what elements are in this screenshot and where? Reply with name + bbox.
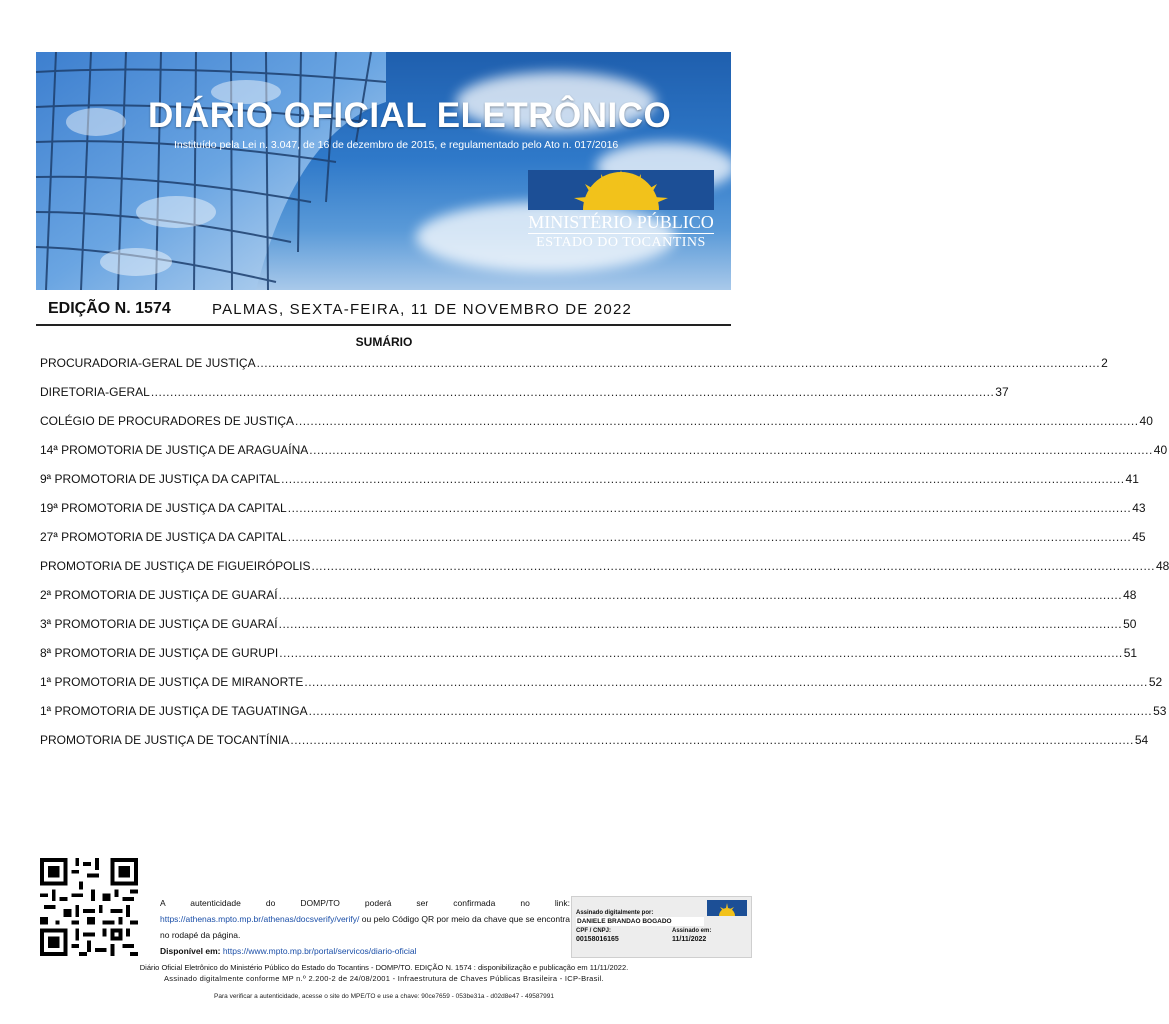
toc-entry[interactable] — [40, 472, 1139, 501]
toc-leader-dots: ............................................................................................................................................................................................................................ — [309, 443, 1153, 457]
toc-entry-label: PROMOTORIA DE JUSTIÇA DE FIGUEIRÓPOLIS — [40, 559, 311, 573]
toc-entry[interactable] — [40, 704, 1167, 733]
table-of-contents — [40, 356, 1169, 762]
toc-entry-page: 43 — [1132, 501, 1146, 515]
toc-entry[interactable] — [40, 501, 1146, 530]
authenticity-text-after: ou pelo Código QR por meio da chave que se encontra no rodapé da página. — [160, 914, 570, 940]
edition-bar — [36, 298, 731, 326]
toc-entry-label: 19ª PROMOTORIA DE JUSTIÇA DA CAPITAL — [40, 501, 287, 515]
header-banner — [36, 52, 731, 290]
mini-logo — [707, 900, 747, 916]
toc-leader-dots: ............................................................................................................................................................................................................................ — [287, 501, 1132, 515]
edition-dateline: PALMAS, SEXTA-FEIRA, 11 DE NOVEMBRO DE 2022 — [212, 301, 633, 318]
toc-leader-dots: ............................................................................................................................................................................................................................ — [278, 617, 1123, 631]
toc-entry-page: 2 — [1101, 356, 1108, 370]
toc-leader-dots: ............................................................................................................................................................................................................................ — [279, 646, 1123, 660]
authenticity-notice — [160, 895, 570, 959]
toc-entry-label: 2ª PROMOTORIA DE JUSTIÇA DE GUARAÍ — [40, 588, 278, 602]
toc-entry-label: 9ª PROMOTORIA DE JUSTIÇA DA CAPITAL — [40, 472, 281, 486]
cpf-label: CPF / CNPJ: — [576, 928, 612, 934]
footer-publication: Diário Oficial Eletrônico do Ministério Público do Estado do Tocantins - DOMP/TO. EDIÇÃO N. 1574 : disponibilização e publicação em 11/11/2022. — [139, 963, 629, 972]
toc-entry-page: 41 — [1125, 472, 1139, 486]
toc-entry-label: 27ª PROMOTORIA DE JUSTIÇA DA CAPITAL — [40, 530, 287, 544]
toc-entry[interactable] — [40, 356, 1108, 385]
toc-leader-dots: ............................................................................................................................................................................................................................ — [256, 356, 1101, 370]
toc-entry-label: PROCURADORIA-GERAL DE JUSTIÇA — [40, 356, 256, 370]
signed-by-label: Assinado digitalmente por: — [576, 910, 654, 916]
toc-entry-label: 3ª PROMOTORIA DE JUSTIÇA DE GUARAÍ — [40, 617, 278, 631]
toc-leader-dots: ............................................................................................................................................................................................................................ — [278, 588, 1123, 602]
summary-heading: SUMÁRIO — [355, 335, 413, 349]
toc-entry[interactable] — [40, 530, 1146, 559]
toc-entry-label: PROMOTORIA DE JUSTIÇA DE TOCANTÍNIA — [40, 733, 290, 747]
ministerio-publico-logo — [528, 170, 714, 250]
toc-entry[interactable] — [40, 617, 1137, 646]
toc-leader-dots: ............................................................................................................................................................................................................................ — [281, 472, 1125, 486]
signer-name: DANIELE BRANDAO BOGADO — [576, 917, 704, 926]
toc-entry-label: 1ª PROMOTORIA DE JUSTIÇA DE TAGUATINGA — [40, 704, 308, 718]
sun-icon — [707, 900, 747, 916]
toc-entry-label: COLÉGIO DE PROCURADORES DE JUSTIÇA — [40, 414, 295, 428]
edition-number: EDIÇÃO N. 1574 — [48, 300, 171, 317]
toc-entry-page: 54 — [1134, 733, 1149, 747]
toc-leader-dots: ............................................................................................................................................................................................................................ — [287, 530, 1132, 544]
toc-entry-page: 40 — [1139, 414, 1153, 428]
journal-subtitle: Instituído pela Lei n. 3.047, de 16 de dezembro de 2015, e regulamentado pelo Ato n. 017/2016 — [174, 139, 619, 151]
logo-state: ESTADO DO TOCANTINS — [528, 233, 714, 251]
verify-link[interactable]: https://athenas.mpto.mp.br/athenas/docsverify/verify/ — [160, 914, 360, 924]
toc-entry-page: 48 — [1123, 588, 1137, 602]
toc-entry-page: 40 — [1153, 443, 1168, 457]
toc-entry[interactable] — [40, 385, 1009, 414]
toc-entry-page: 50 — [1123, 617, 1137, 631]
toc-entry[interactable] — [40, 443, 1168, 472]
toc-entry[interactable] — [40, 646, 1138, 675]
footer-signature-note: Assinado digitalmente conforme MP n.º 2.200-2 de 24/08/2001 - Infraestrutura de Chaves Públicas Brasileira - ICP-Brasil. — [163, 974, 605, 983]
toc-leader-dots: ............................................................................................................................................................................................................................ — [290, 733, 1134, 747]
toc-entry-label: 8ª PROMOTORIA DE JUSTIÇA DE GURUPI — [40, 646, 279, 660]
toc-leader-dots: ............................................................................................................................................................................................................................ — [311, 559, 1155, 573]
footer-verification-key: Para verificar a autenticidade, acesse o site do MPE/TO e use a chave: 90ce7659 - 053be31a - d02d8e47 - 49587991 — [214, 993, 554, 1000]
toc-entry[interactable] — [40, 733, 1149, 762]
signed-on-value: 11/11/2022 — [672, 936, 707, 943]
toc-leader-dots: ............................................................................................................................................................................................................................ — [295, 414, 1139, 428]
qr-code — [40, 858, 138, 956]
toc-entry[interactable] — [40, 559, 1169, 588]
toc-entry-page: 53 — [1153, 704, 1167, 718]
toc-entry-page: 37 — [995, 385, 1009, 399]
toc-entry-page: 45 — [1132, 530, 1146, 544]
toc-entry[interactable] — [40, 414, 1153, 443]
toc-entry-page: 51 — [1123, 646, 1138, 660]
toc-entry[interactable] — [40, 675, 1163, 704]
toc-leader-dots: ............................................................................................................................................................................................................................ — [150, 385, 995, 399]
logo-name: MINISTÉRIO PÚBLICO — [528, 212, 714, 232]
diario-oficial-link[interactable]: https://www.mpto.mp.br/portal/servicos/diario-oficial — [222, 946, 417, 956]
cpf-value: 00158016165 — [576, 936, 619, 943]
toc-entry-label: 14ª PROMOTORIA DE JUSTIÇA DE ARAGUAÍNA — [40, 443, 309, 457]
toc-entry-page: 48 — [1155, 559, 1169, 573]
logo-bar — [528, 170, 714, 210]
sun-icon — [528, 170, 714, 210]
authenticity-text: A autenticidade do DOMP/TO poderá ser confirmada no link: — [160, 898, 570, 908]
toc-entry-page: 52 — [1148, 675, 1163, 689]
toc-leader-dots: ............................................................................................................................................................................................................................ — [304, 675, 1148, 689]
toc-leader-dots: ............................................................................................................................................................................................................................ — [308, 704, 1153, 718]
toc-entry[interactable] — [40, 588, 1137, 617]
journal-title: DIÁRIO OFICIAL ELETRÔNICO — [148, 96, 672, 135]
signed-on-label: Assinado em: — [672, 928, 712, 934]
toc-entry-label: DIRETORIA-GERAL — [40, 385, 150, 399]
building-photo — [36, 52, 386, 290]
toc-entry-label: 1ª PROMOTORIA DE JUSTIÇA DE MIRANORTE — [40, 675, 304, 689]
digital-signature-stamp — [571, 896, 752, 958]
available-label: Disponível em: — [160, 946, 223, 956]
